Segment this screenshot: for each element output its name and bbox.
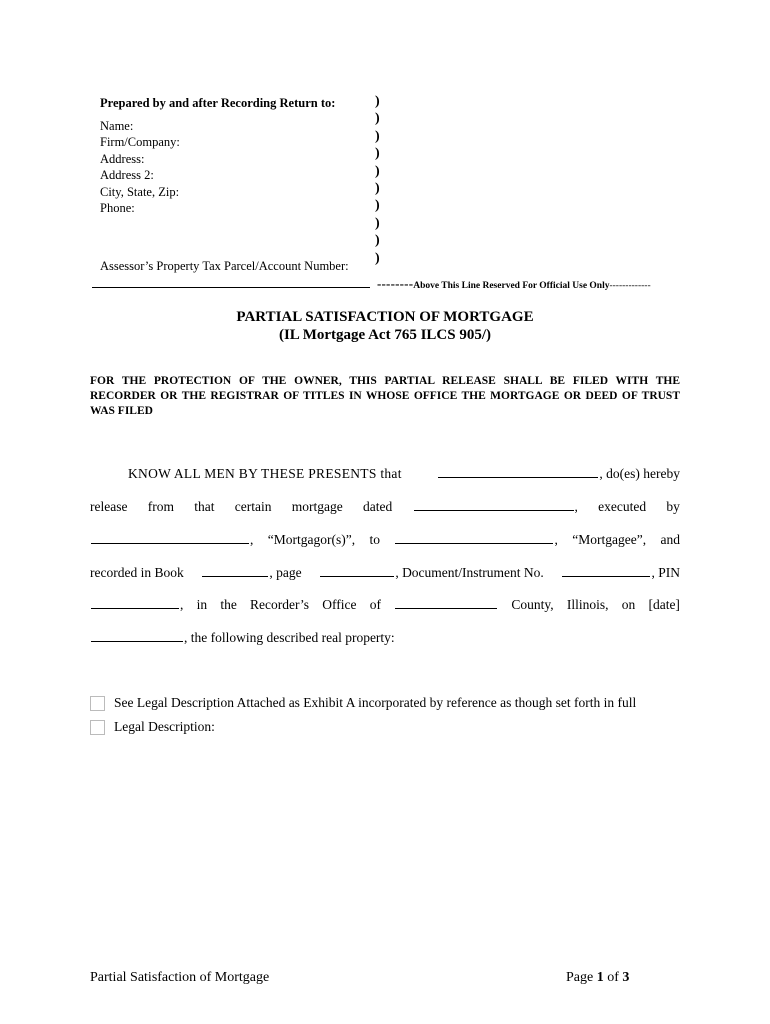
recording-rule-line xyxy=(92,287,370,288)
return-to-block xyxy=(100,95,335,217)
pin-blank[interactable] xyxy=(91,607,179,609)
body-line-5 xyxy=(90,597,680,613)
paren-mark: ) xyxy=(375,215,380,231)
body-line-2 xyxy=(90,499,680,515)
body-text: the xyxy=(220,597,237,612)
body-fill-group xyxy=(90,532,253,548)
paren-mark: ) xyxy=(375,233,380,249)
paren-mark: ) xyxy=(375,250,380,266)
body-text: from xyxy=(147,499,174,514)
paren-mark: ) xyxy=(375,198,380,214)
field-city-state-zip-label: City, State, Zip: xyxy=(100,184,180,199)
paren-mark: ) xyxy=(375,146,380,162)
body-text: of xyxy=(369,597,381,612)
body-line-6 xyxy=(90,630,680,646)
body-text: that xyxy=(194,499,215,514)
return-to-title: Prepared by and after Recording Return to: xyxy=(100,96,336,110)
field-address2-label: Address 2: xyxy=(100,168,154,182)
body-text: , do(es) hereby xyxy=(599,466,680,481)
body-text: Office xyxy=(322,597,357,612)
body-fill-group xyxy=(201,565,301,581)
body-text: mortgage xyxy=(291,499,343,514)
page-blank[interactable] xyxy=(320,575,394,577)
body-fill-group xyxy=(437,466,680,482)
mortgagor-blank[interactable] xyxy=(91,542,249,544)
field-firm-label: Firm/Company: xyxy=(100,135,180,149)
body-text: , xyxy=(180,597,184,612)
body-text: “Mortgagee”, xyxy=(572,532,647,547)
field-name-label: Name: xyxy=(100,118,134,133)
field-address-label: Address: xyxy=(100,151,145,166)
body-text: release xyxy=(90,499,128,514)
body-fill-group xyxy=(319,565,543,581)
body-text: Illinois, xyxy=(566,597,609,612)
paren-mark: ) xyxy=(375,94,380,109)
parcel-number-label: Assessor’s Property Tax Parcel/Account Number: xyxy=(100,259,349,273)
paren-column xyxy=(375,93,380,267)
body-text: KNOW ALL MEN BY THESE PRESENTS that xyxy=(128,466,402,481)
body-text: , xyxy=(250,532,254,547)
body-text: dated xyxy=(363,499,393,514)
paren-mark: ) xyxy=(375,128,380,144)
body-fill-group xyxy=(413,499,578,515)
paren-mark: ) xyxy=(375,163,380,179)
paren-mark: ) xyxy=(375,181,380,197)
body-text: [date] xyxy=(648,597,680,612)
page-total: 3 xyxy=(622,970,630,985)
field-phone-label: Phone: xyxy=(100,201,135,215)
body-text: in xyxy=(196,597,208,612)
body-text: certain xyxy=(234,499,272,514)
mortgage-date-blank[interactable] xyxy=(414,509,574,511)
filing-notice: FOR THE PROTECTION OF THE OWNER, THIS PARTIAL RELEASE SHALL BE FILED WITH THE RECORDER OR THE REGISTRAR OF TITLES IN WHOSE OFFICE THE MORTGAGE OR DEED OF TRUST WAS FILED xyxy=(90,375,680,417)
body-line-4 xyxy=(90,565,680,581)
recording-date-blank[interactable] xyxy=(91,640,183,642)
page-of: of xyxy=(603,970,623,985)
legal-description-label: Legal Description: xyxy=(114,719,215,734)
body-text: on xyxy=(621,597,636,612)
body-text: to xyxy=(369,532,381,547)
exhibit-a-checkbox[interactable] xyxy=(90,696,105,711)
book-blank[interactable] xyxy=(202,575,268,577)
instrument-number-blank[interactable] xyxy=(562,575,650,577)
reserved-text: Above This Line Reserved For Official Use Only xyxy=(413,281,610,291)
body-text: , page xyxy=(269,565,302,580)
reserved-tail-dashes: ------------- xyxy=(609,281,651,291)
page-prefix: Page xyxy=(566,970,597,985)
body-fill-group xyxy=(561,565,680,581)
body-line-1 xyxy=(90,466,680,482)
body-text: recorded in Book xyxy=(90,565,184,580)
mortgagee-blank[interactable] xyxy=(395,542,553,544)
document-title: PARTIAL SATISFACTION OF MORTGAGE xyxy=(236,309,534,325)
official-use-notice xyxy=(377,276,651,292)
body-text: , Document/Instrument No. xyxy=(395,565,544,580)
body-text: , PIN xyxy=(651,565,680,580)
option-exhibit-a[interactable] xyxy=(90,695,636,711)
footer-document-name: Partial Satisfaction of Mortgage xyxy=(90,970,270,985)
body-text: , xyxy=(554,532,558,547)
footer-page-number xyxy=(566,970,629,986)
paren-mark: ) xyxy=(375,111,380,127)
body-fill-group xyxy=(394,532,557,548)
body-text: by xyxy=(666,499,680,514)
body-text: “Mortgagor(s)”, xyxy=(267,532,356,547)
body-text: County, xyxy=(511,597,554,612)
page-current: 1 xyxy=(596,970,604,985)
releasor-name-blank[interactable] xyxy=(438,476,598,478)
body-line-3 xyxy=(90,532,680,548)
body-text: , the following described real property: xyxy=(184,630,395,645)
reserved-lead-dashes: -------- xyxy=(377,276,414,291)
body-text: executed xyxy=(598,499,647,514)
county-blank[interactable] xyxy=(395,607,497,609)
return-to-fields xyxy=(100,118,335,217)
body-text: , xyxy=(574,499,578,514)
body-text: Recorder’s xyxy=(250,597,310,612)
body-text: and xyxy=(660,532,680,547)
exhibit-a-label: See Legal Description Attached as Exhibit A incorporated by reference as though set forth in full xyxy=(114,695,637,710)
option-legal-description[interactable] xyxy=(90,719,215,735)
legal-description-checkbox[interactable] xyxy=(90,720,105,735)
document-subtitle: (IL Mortgage Act 765 ILCS 905/) xyxy=(278,327,492,343)
body-fill-group xyxy=(90,597,183,613)
